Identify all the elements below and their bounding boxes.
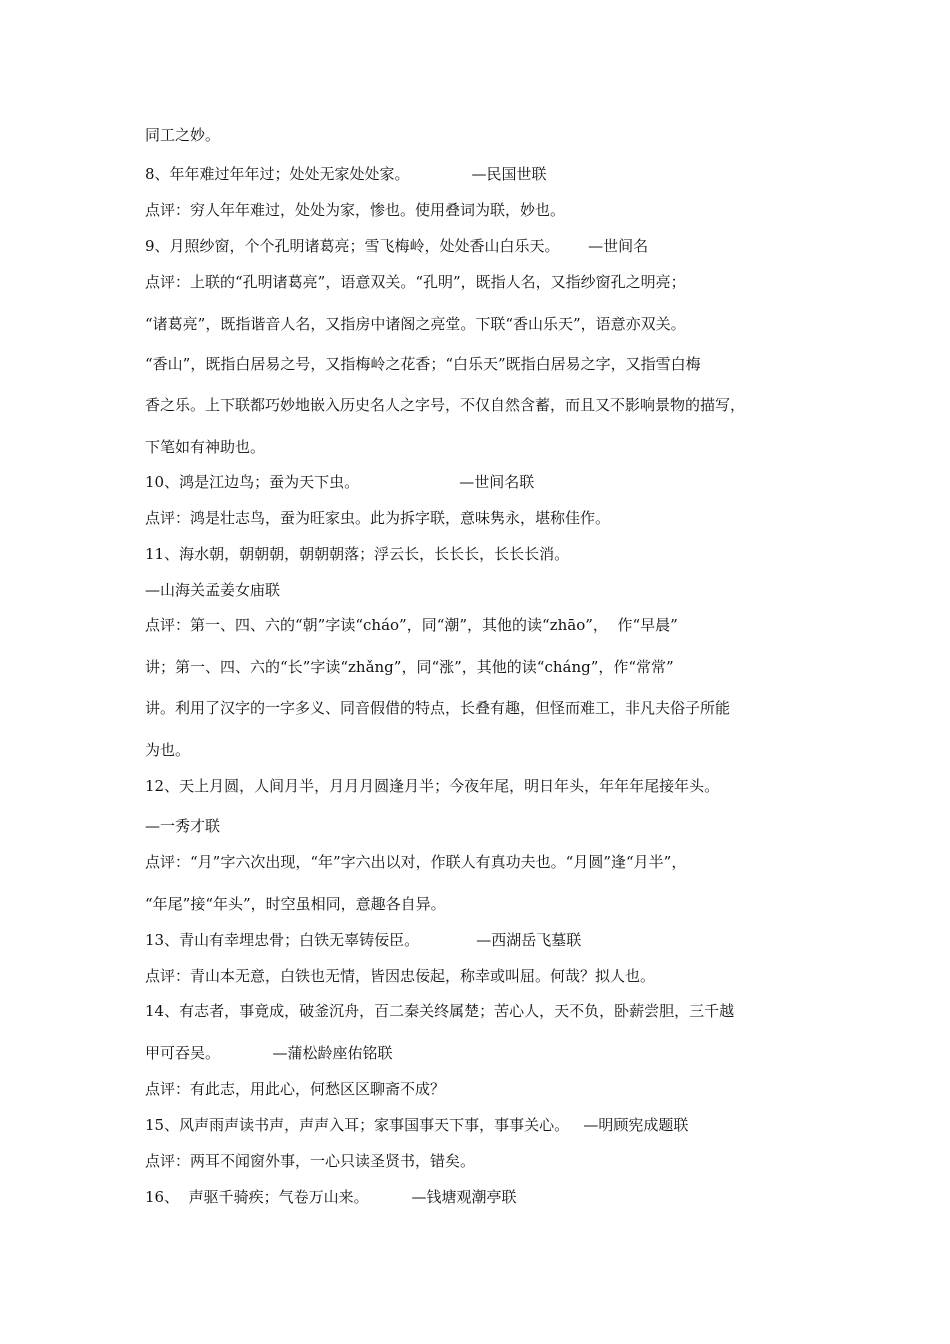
text-line: 讲；第一、四、六的“长”字读“zhǎng”，同“涨”，其他的读“cháng”，作“常常” — [145, 658, 674, 676]
text-line: 14、有志者，事竟成，破釜沉舟，百二秦关终属楚；苦心人，天不负，卧薪尝胆，三千越 — [145, 1002, 735, 1020]
text-line: 16、 声驱千骑疾；气卷万山来。 —钱塘观潮亭联 — [145, 1188, 517, 1206]
text-line: 点评：穷人年年难过，处处为家，惨也。使用叠词为联，妙也。 — [145, 201, 566, 219]
text-line: 点评：青山本无意，白铁也无情，皆因忠佞起，称幸或叫屈。何哉？拟人也。 — [145, 967, 656, 985]
text-line: “诸葛亮”，既指谐音人名，又指房中诸阁之亮堂。下联“香山乐天”，语意亦双关。 — [145, 315, 686, 333]
text-line: 13、青山有幸埋忠骨；白铁无辜铸佞臣。 —西湖岳飞墓联 — [145, 931, 582, 949]
text-line: 点评：鸿是壮志鸟，蚕为旺家虫。此为拆字联，意味隽永，堪称佳作。 — [145, 509, 611, 527]
text-line: 8、年年难过年年过；处处无家处处家。 —民国世联 — [145, 165, 547, 183]
text-line: 10、鸿是江边鸟；蚕为天下虫。 —世间名联 — [145, 473, 535, 491]
text-line: 15、风声雨声读书声，声声入耳；家事国事天下事，事事关心。 —明顾宪成题联 — [145, 1116, 689, 1134]
text-line: 点评：“月”字六次出现，“年”字六出以对，作联人有真功夫也。“月圆”逢“月半”， — [145, 853, 687, 871]
text-line: 甲可吞吴。 —蒲松龄座佑铭联 — [145, 1044, 393, 1062]
text-line: 12、天上月圆，人间月半，月月月圆逢月半；今夜年尾，明日年头，年年年尾接年头。 — [145, 777, 720, 795]
text-line: 点评：有此志，用此心，何愁区区聊斋不成？ — [145, 1080, 446, 1098]
text-line: 讲。利用了汉字的一字多义、同音假借的特点，长叠有趣，但怪而难工，非凡夫俗子所能 — [145, 699, 731, 717]
text-line: 9、月照纱窗，个个孔明诸葛亮；雪飞梅岭，处处香山白乐天。 —世间名 — [145, 237, 649, 255]
text-line: 同工之妙。 — [145, 126, 221, 144]
text-line: 点评：两耳不闻窗外事，一心只读圣贤书，错矣。 — [145, 1152, 476, 1170]
text-line: 点评：第一、四、六的“朝”字读“cháo”，同“潮”，其他的读“zhāo”， 作“早晨” — [145, 616, 678, 634]
text-line: 为也。 — [145, 741, 191, 759]
text-line: 下笔如有神助也。 — [145, 438, 266, 456]
text-line: 11、海水朝，朝朝朝，朝朝朝落；浮云长，长长长，长长长消。 — [145, 545, 570, 563]
text-line: “香山”，既指白居易之号，又指梅岭之花香；“白乐天”既指白居易之字，又指雪白梅 — [145, 355, 701, 373]
text-line: 香之乐。上下联都巧妙地嵌入历史名人之字号，不仅自然含蓄，而且又不影响景物的描写， — [145, 396, 746, 414]
text-line: —山海关孟姜女庙联 — [145, 581, 281, 599]
text-line: —一秀才联 — [145, 817, 221, 835]
text-line: “年尾”接“年头”，时空虽相同，意趣各自异。 — [145, 895, 446, 913]
text-line: 点评：上联的“孔明诸葛亮”，语意双关。“孔明”，既指人名，又指纱窗孔之明亮； — [145, 273, 686, 291]
